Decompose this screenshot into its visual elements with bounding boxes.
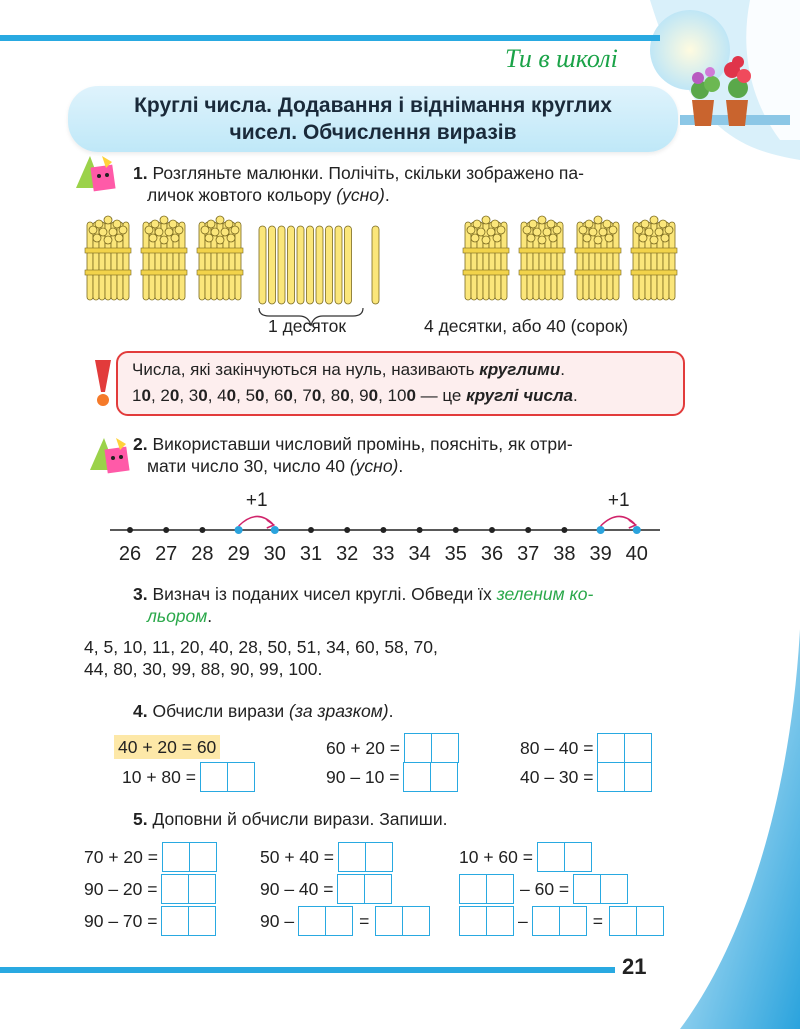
tick-point [380,527,386,533]
expression: 10 + 80 = [122,762,255,792]
expression: 90 – 40 = [260,874,392,904]
header-rule [0,35,660,41]
rule-examples: 10, 20, 30, 40, 50, 60, 70, 80, 90, 100 — це круглі числа. [132,386,578,405]
answer-box[interactable] [375,906,430,936]
blank-box[interactable] [532,906,587,936]
answer-box[interactable] [200,762,255,792]
tick-label: 29 [227,543,250,565]
expression: 50 + 40 = [260,842,393,872]
stick-bundle [519,216,565,300]
expression: 80 – 40 = [520,733,652,763]
stick-bundle [463,216,509,300]
numbers-list: 4, 5, 10, 11, 20, 40, 28, 50, 51, 34, 60, 58, 70, 44, 80, 30, 99, 88, 90, 99, 100. [84,637,438,679]
single-stick [345,226,352,304]
answer-box[interactable] [337,874,392,904]
answer-box[interactable] [161,906,216,936]
page-number: 21 [622,954,647,979]
round-number: 50 [245,386,265,405]
tick-point [199,527,205,533]
tick-label: 26 [118,543,142,565]
round-number: 90 [359,386,379,405]
answer-box[interactable] [161,874,216,904]
caption-four-tens: 4 десятки, або 40 (сорок) [424,316,629,336]
stick-bundle [85,216,131,300]
tick-point [163,527,169,533]
expression: – 60 = [459,874,628,904]
answer-box[interactable] [537,842,592,872]
round-number: 80 [330,386,350,405]
expression: 40 – 30 = [520,762,652,792]
arc-label: +1 [607,490,630,511]
tick-point [235,526,243,534]
tick-label: 35 [444,543,467,565]
rule-number-list: 10, 20, 30, 40, 50, 60, 70, 80, 90, 100 [132,386,416,405]
round-number: 10 [132,386,151,405]
tick-point [417,527,423,533]
exclamation-icon [92,358,114,408]
single-stick [372,226,379,304]
tick-point [344,527,350,533]
task-mascot-icon [86,434,132,476]
single-stick [259,226,266,304]
tick-point [271,526,279,534]
round-number: 30 [188,386,208,405]
tick-label: 34 [408,543,431,565]
expression: 90 – 20 = [84,874,216,904]
round-number: 60 [273,386,293,405]
single-stick [278,226,285,304]
blank-box[interactable] [459,906,514,936]
single-stick [297,226,304,304]
tick-point [597,526,605,534]
task-1-text: 1. Розгляньте малюнки. Полічіть, скільки зображено па- личок жовтого кольору (усно). [133,163,584,205]
tick-label: 40 [625,543,648,565]
tick-label: 33 [372,543,395,565]
round-number: 40 [217,386,237,405]
tick-point [489,527,495,533]
tick-label: 30 [263,543,286,565]
section-label: Ти в школі [505,44,618,73]
stick-bundle [197,216,243,300]
tick-point [561,527,567,533]
task-5-text: 5. Доповни й обчисли вирази. Запиши. [133,809,448,829]
tick-label: 27 [155,543,178,565]
single-stick [269,226,276,304]
caption-one-ten: 1 десяток [268,316,346,336]
stick-bundle [575,216,621,300]
answer-box[interactable] [404,733,459,763]
answer-box[interactable] [338,842,393,872]
stick-bundles-illustration [78,212,698,332]
footer-rule [0,967,615,973]
answer-box[interactable] [162,842,217,872]
round-number: 70 [302,386,322,405]
single-stick [335,226,342,304]
tick-label: 36 [480,543,504,565]
round-number: 20 [160,386,180,405]
task-mascot-icon [72,152,118,194]
expression: 90 – 70 = [84,906,216,936]
tick-label: 31 [299,543,323,565]
expression: 90 – 10 = [326,762,458,792]
task-2-text: 2. Використавши числовий промінь, поясніть, як отри- мати число 30, число 40 (усно). [133,434,573,476]
single-stick [307,226,314,304]
task-3-text: 3. Визнач із поданих чисел круглі. Обведи їх зеленим ко- льором. [133,584,594,626]
stick-bundle [631,216,677,300]
expression: – = [459,906,664,936]
tick-point [633,526,641,534]
corner-sweep-decoration [620,629,800,1029]
tick-label: 32 [336,543,359,565]
expression: 90 – = [260,906,430,936]
single-stick [288,226,295,304]
page-title: Круглі числа. Додавання і віднімання круглих чисел. Обчислення виразів [134,94,612,144]
tick-label: 37 [517,543,540,565]
tick-label: 28 [191,543,214,565]
blank-box[interactable] [459,874,514,904]
tick-point [127,527,133,533]
expression: 70 + 20 = [84,842,217,872]
single-stick [316,226,323,304]
blank-box[interactable] [298,906,353,936]
tick-point [308,527,314,533]
round-number: 100 [387,386,416,405]
task-4-text: 4. Обчисли вирази (за зразком). [133,701,394,721]
single-stick [326,226,333,304]
stick-bundle [141,216,187,300]
number-line [100,490,670,570]
answer-box[interactable] [403,762,458,792]
rule-definition: Числа, які закінчуються на нуль, називають круглими. [132,360,565,379]
expression: 10 + 60 = [459,842,592,872]
expression: 60 + 20 = [326,733,459,763]
tick-label: 38 [553,543,576,565]
tick-label: 39 [589,543,612,565]
tick-point [453,527,459,533]
tick-point [525,527,531,533]
example-expression: 40 + 20 = 60 [114,735,220,759]
arc-label: +1 [245,490,268,511]
